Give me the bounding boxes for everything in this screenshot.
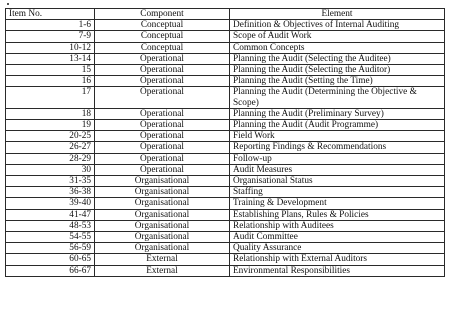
element-cell: Field Work: [230, 131, 445, 142]
item-number-cell: 20-25: [6, 131, 95, 142]
item-number-cell: 7-9: [6, 31, 95, 42]
table-row: [6, 265, 445, 276]
item-number-cell: 36-38: [6, 187, 95, 198]
item-number-cell: 1-6: [6, 20, 95, 31]
table-row: [6, 142, 445, 153]
element-cell: Relationship with External Auditors: [230, 254, 445, 265]
component-cell: Operational: [95, 120, 230, 131]
audit-elements-table: [5, 8, 445, 277]
table-row: [6, 243, 445, 254]
element-cell: Audit Committee: [230, 232, 445, 243]
element-cell: Scope of Audit Work: [230, 31, 445, 42]
table-row: [6, 87, 445, 108]
element-cell: Planning the Audit (Determining the Objective & Scope): [230, 87, 445, 108]
table-row: [6, 198, 445, 209]
component-cell: Operational: [95, 87, 230, 108]
table-row: [6, 131, 445, 142]
item-number-cell: 54-55: [6, 232, 95, 243]
element-cell: Planning the Audit (Preliminary Survey): [230, 108, 445, 119]
component-cell: Operational: [95, 142, 230, 153]
element-cell: Establishing Plans, Rules & Policies: [230, 209, 445, 220]
table-row: [6, 232, 445, 243]
component-cell: Organisational: [95, 198, 230, 209]
table-row: [6, 209, 445, 220]
component-cell: Conceptual: [95, 20, 230, 31]
component-cell: External: [95, 254, 230, 265]
element-cell: Relationship with Auditees: [230, 220, 445, 231]
table-row: [6, 53, 445, 64]
table-row: [6, 220, 445, 231]
element-cell: Planning the Audit (Audit Programme): [230, 120, 445, 131]
component-cell: Operational: [95, 131, 230, 142]
table-row: [6, 187, 445, 198]
component-cell: Operational: [95, 153, 230, 164]
component-cell: Operational: [95, 65, 230, 76]
element-cell: Planning the Audit (Selecting the Auditee): [230, 53, 445, 64]
table-row: [6, 120, 445, 131]
item-number-cell: 28-29: [6, 153, 95, 164]
table-row: [6, 108, 445, 119]
element-cell: Planning the Audit (Selecting the Auditor): [230, 65, 445, 76]
item-number-cell: 41-47: [6, 209, 95, 220]
item-number-cell: 19: [6, 120, 95, 131]
component-cell: Organisational: [95, 176, 230, 187]
component-cell: Organisational: [95, 220, 230, 231]
component-cell: Operational: [95, 164, 230, 175]
component-cell: Organisational: [95, 232, 230, 243]
table-row: [6, 65, 445, 76]
item-number-cell: 16: [6, 76, 95, 87]
item-number-cell: 17: [6, 87, 95, 108]
scan-speck: [7, 3, 9, 5]
component-cell: Conceptual: [95, 42, 230, 53]
table-row: [6, 42, 445, 53]
table-row: [6, 20, 445, 31]
component-cell: Organisational: [95, 187, 230, 198]
header-row: [6, 9, 445, 20]
table-row: [6, 31, 445, 42]
item-number-cell: 30: [6, 164, 95, 175]
header-element: Element: [230, 9, 445, 20]
table-row: [6, 176, 445, 187]
element-cell: Staffing: [230, 187, 445, 198]
element-cell: Follow-up: [230, 153, 445, 164]
component-cell: Organisational: [95, 209, 230, 220]
item-number-cell: 66-67: [6, 265, 95, 276]
element-cell: Reporting Findings & Recommendations: [230, 142, 445, 153]
item-number-cell: 31-35: [6, 176, 95, 187]
table-row: [6, 153, 445, 164]
component-cell: External: [95, 265, 230, 276]
element-cell: Common Concepts: [230, 42, 445, 53]
element-cell: Environmental Responsibilities: [230, 265, 445, 276]
table-row: [6, 164, 445, 175]
header-item-no: Item No.: [6, 9, 95, 20]
item-number-cell: 13-14: [6, 53, 95, 64]
component-cell: Operational: [95, 76, 230, 87]
element-cell: Audit Measures: [230, 164, 445, 175]
item-number-cell: 15: [6, 65, 95, 76]
table-row: [6, 76, 445, 87]
table-row: [6, 254, 445, 265]
item-number-cell: 60-65: [6, 254, 95, 265]
item-number-cell: 39-40: [6, 198, 95, 209]
component-cell: Operational: [95, 53, 230, 64]
element-cell: Planning the Audit (Setting the Time): [230, 76, 445, 87]
item-number-cell: 26-27: [6, 142, 95, 153]
item-number-cell: 18: [6, 108, 95, 119]
item-number-cell: 56-59: [6, 243, 95, 254]
item-number-cell: 48-53: [6, 220, 95, 231]
element-cell: Definition & Objectives of Internal Auditing: [230, 20, 445, 31]
header-component: Component: [95, 9, 230, 20]
element-cell: Organisational Status: [230, 176, 445, 187]
component-cell: Conceptual: [95, 31, 230, 42]
component-cell: Organisational: [95, 243, 230, 254]
element-cell: Quality Assurance: [230, 243, 445, 254]
element-cell: Training & Development: [230, 198, 445, 209]
item-number-cell: 10-12: [6, 42, 95, 53]
component-cell: Operational: [95, 108, 230, 119]
